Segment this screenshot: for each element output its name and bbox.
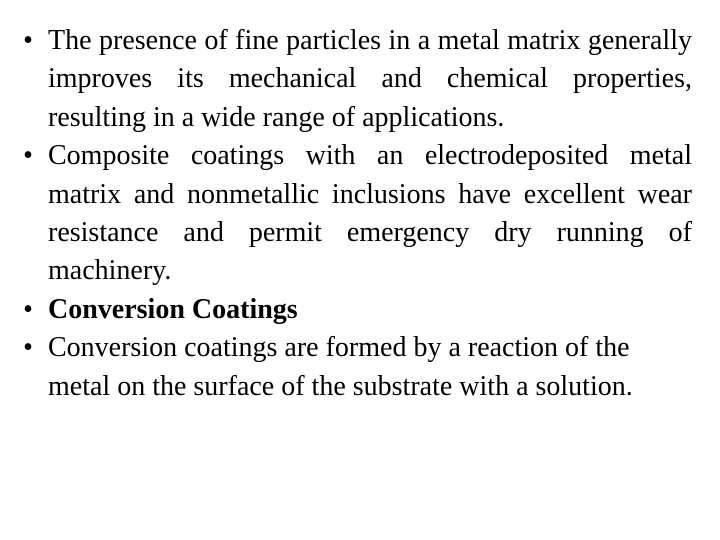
bullet-text: The presence of fine particles in a metal matrix generally improves its mechanical and chemical properties, resulting in a wide range of applications. xyxy=(48,25,692,133)
section-heading: Conversion Coatings xyxy=(48,293,298,325)
bullet-text: Conversion coatings are formed by a reaction of the metal on the surface of the substrate with a solution. xyxy=(48,332,633,402)
bullet-dot-icon: • xyxy=(23,332,33,364)
bullet-item-conversion-coatings xyxy=(16,329,692,406)
bullet-item-composite-coatings xyxy=(16,137,692,291)
bullet-text: Composite coatings with an electrodeposited metal matrix and nonmetallic inclusions have excellent wear resistance and permit emergency dry running of machinery. xyxy=(48,140,692,287)
bullet-item-fine-particles xyxy=(16,22,692,137)
bullet-dot-icon: • xyxy=(23,140,33,172)
bullet-dot-icon: • xyxy=(23,25,33,56)
bullet-dot-icon: • xyxy=(23,293,33,325)
bullet-item-conversion-heading xyxy=(16,291,692,329)
bullet-list xyxy=(16,22,692,406)
